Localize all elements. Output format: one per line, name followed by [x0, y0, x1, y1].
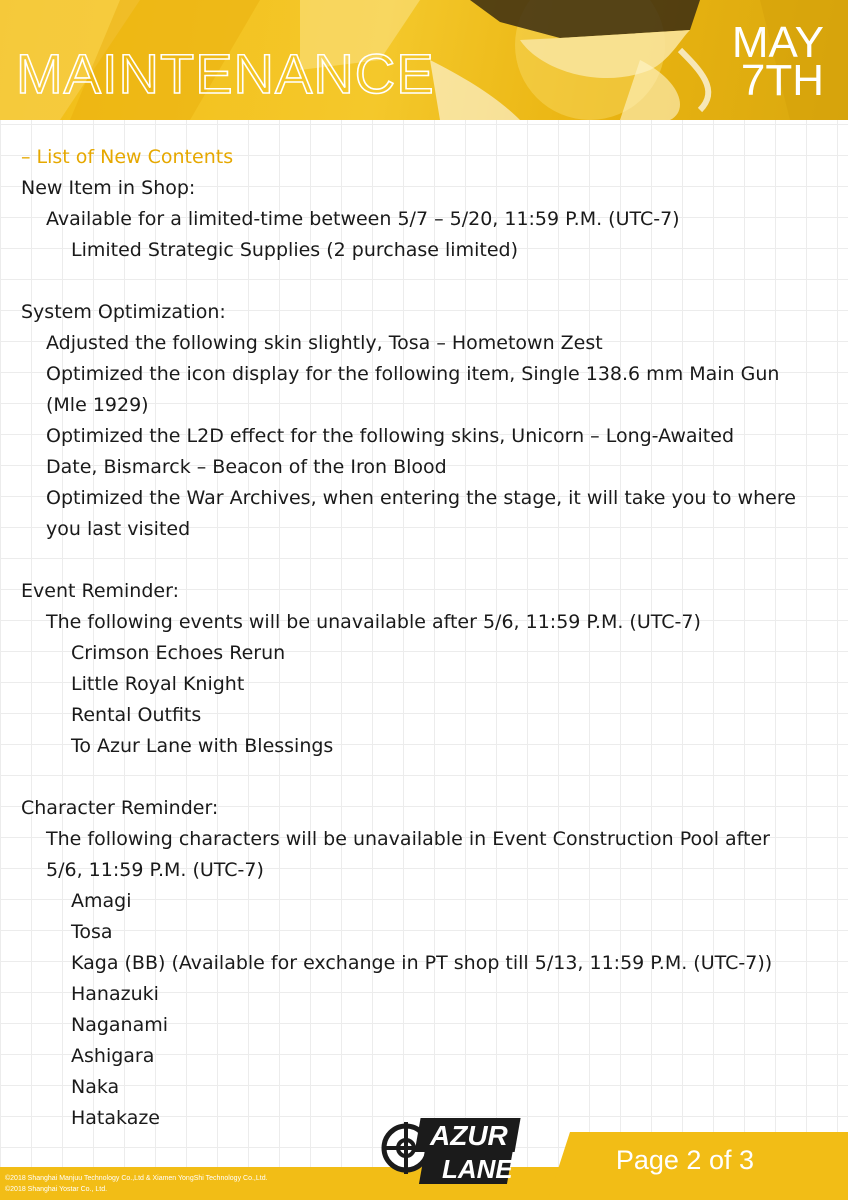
date-month: MAY	[731, 18, 824, 67]
logo-text-azur: AZUR	[430, 1120, 508, 1151]
spacer	[21, 266, 821, 297]
shop-title: New Item in Shop:	[21, 177, 196, 199]
page-title: MAINTENANCE	[16, 42, 435, 105]
character-item: Naka	[71, 1076, 120, 1098]
event-item: Little Royal Knight	[71, 673, 245, 695]
event-intro: The following events will be unavailable after 5/6, 11:59 P.M. (UTC-7)	[46, 611, 701, 633]
logo-text-lane: LANE	[442, 1154, 513, 1184]
character-item: Hanazuki	[71, 983, 159, 1005]
patch-notes	[21, 142, 821, 1134]
spacer	[21, 545, 821, 576]
optimization-line: Adjusted the following skin slightly, Tosa – Hometown Zest	[46, 332, 603, 354]
optimization-line: Optimized the icon display for the following item, Single 138.6 mm Main Gun	[46, 363, 780, 385]
character-intro: 5/6, 11:59 P.M. (UTC-7)	[46, 859, 264, 881]
character-item: Kaga (BB) (Available for exchange in PT shop till 5/13, 11:59 P.M. (UTC-7))	[71, 952, 773, 974]
copyright-line: ©2018 Shanghai Yostar Co., Ltd.	[5, 1186, 108, 1193]
date-day: 7TH	[740, 56, 824, 105]
event-item: To Azur Lane with Blessings	[71, 735, 334, 757]
character-item: Tosa	[71, 921, 113, 943]
character-item: Ashigara	[71, 1045, 155, 1067]
shop-item: Limited Strategic Supplies (2 purchase limited)	[71, 239, 518, 261]
page-indicator: Page 2 of 3	[615, 1145, 754, 1175]
azur-lane-logo	[378, 1110, 528, 1190]
optimization-line: (Mle 1929)	[46, 394, 149, 416]
shop-availability: Available for a limited-time between 5/7 – 5/20, 11:59 P.M. (UTC-7)	[46, 208, 680, 230]
character-item: Hatakaze	[71, 1107, 160, 1129]
date-label	[731, 18, 824, 105]
optimization-line: you last visited	[46, 518, 191, 540]
character-item: Naganami	[71, 1014, 169, 1036]
character-title: Character Reminder:	[21, 797, 219, 819]
event-item: Crimson Echoes Rerun	[71, 642, 286, 664]
character-item: Amagi	[71, 890, 132, 912]
header-banner	[0, 0, 848, 120]
event-title: Event Reminder:	[21, 580, 179, 602]
character-intro: The following characters will be unavailable in Event Construction Pool after	[46, 828, 770, 850]
copyright	[5, 1173, 268, 1195]
optimization-line: Optimized the War Archives, when entering the stage, it will take you to where	[46, 487, 796, 509]
spacer	[21, 762, 821, 793]
optimization-line: Date, Bismarck – Beacon of the Iron Blood	[46, 456, 447, 478]
copyright-line: ©2018 Shanghai Manjuu Technology Co.,Ltd & Xiamen YongShi Technology Co.,Ltd.	[5, 1175, 268, 1182]
event-item: Rental Outfits	[71, 704, 202, 726]
optimization-line: Optimized the L2D effect for the following skins, Unicorn – Long-Awaited	[46, 425, 735, 447]
section-heading: – List of New Contents	[21, 146, 234, 168]
optimization-title: System Optimization:	[21, 301, 226, 323]
